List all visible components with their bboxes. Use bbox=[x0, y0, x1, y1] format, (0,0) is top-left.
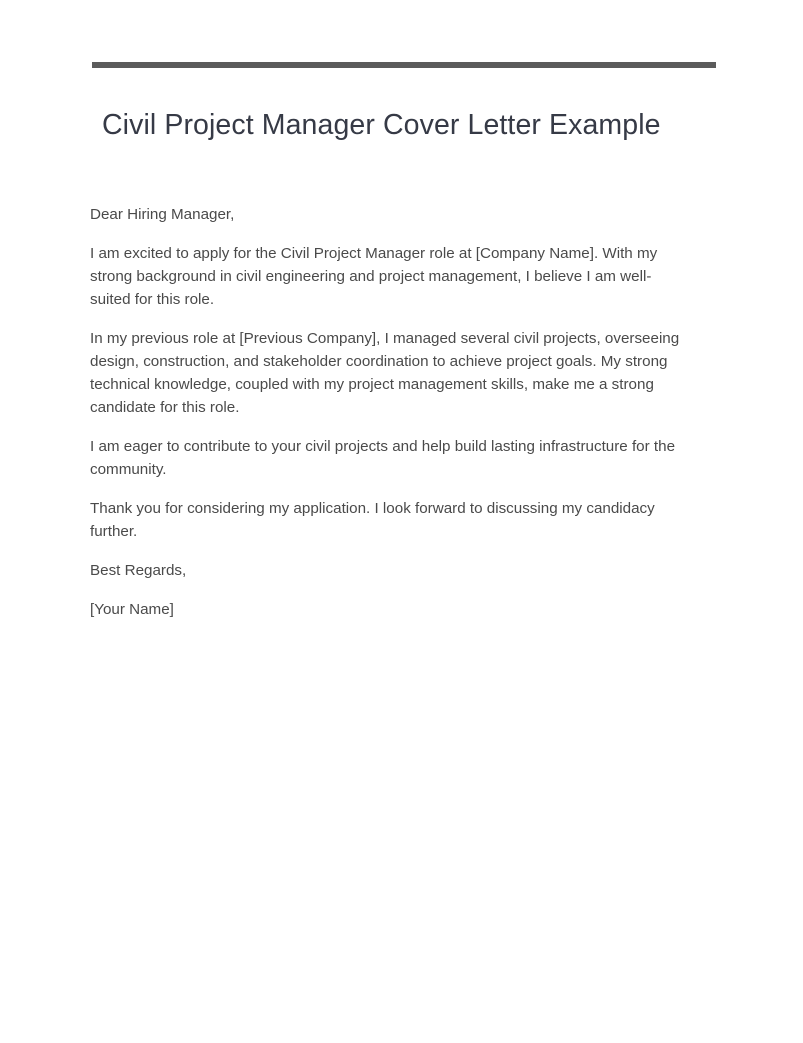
letter-body bbox=[90, 203, 690, 637]
letter-closing: Best Regards, bbox=[90, 562, 187, 579]
letter-paragraph-motivation: I am eager to contribute to your civil projects and help build lasting infrastructure for the community. bbox=[90, 438, 676, 478]
letter-salutation: Dear Hiring Manager, bbox=[90, 206, 235, 223]
letter-paragraph-thanks: Thank you for considering my application. I look forward to discussing my candidacy further. bbox=[90, 500, 655, 540]
letter-paragraph-experience: In my previous role at [Previous Company], I managed several civil projects, overseeing design, construction, and stakeholder coordination to achieve project goals. My strong technical knowledge, coupled with my project management skills, make me a strong candidate for this role. bbox=[90, 330, 680, 416]
header-divider-bar bbox=[92, 62, 716, 68]
document-title: Civil Project Manager Cover Letter Example bbox=[102, 109, 661, 141]
letter-signature: [Your Name] bbox=[90, 601, 174, 618]
letter-paragraph-intro: I am excited to apply for the Civil Project Manager role at [Company Name]. With my strong background in civil engineering and project management, I believe I am well-suited for this role. bbox=[90, 245, 658, 308]
